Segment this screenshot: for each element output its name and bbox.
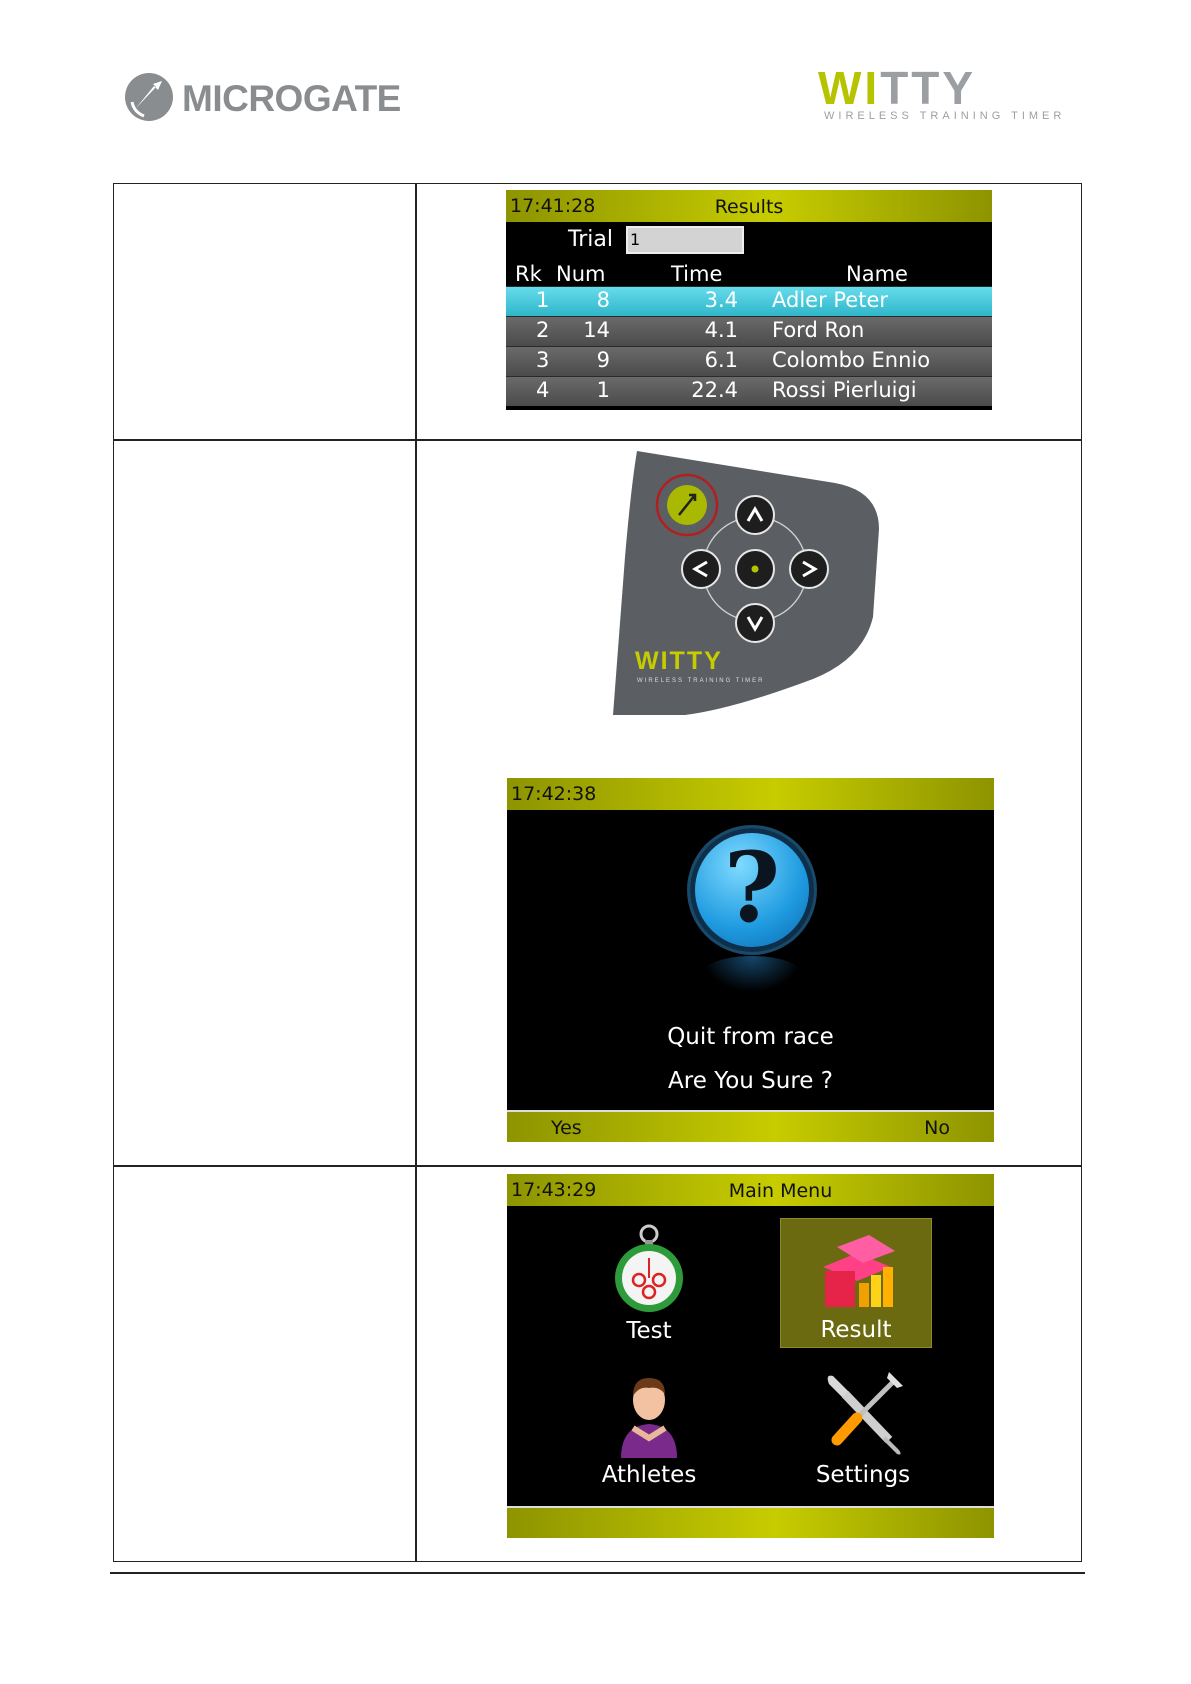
row-num: 14 [583,318,610,342]
trial-input[interactable]: 1 [626,226,744,254]
results-topbar [506,190,992,222]
menu-item-result[interactable] [780,1218,932,1348]
keypad-brand-subtitle: WIRELESS TRAINING TIMER [637,678,765,684]
row-rank: 4 [536,378,550,402]
menu-item-label: Test [626,1318,672,1344]
row-rank: 3 [536,348,550,372]
stopwatch-icon [609,1222,689,1314]
results-title: Results [714,196,784,218]
col-header-num: Num [556,262,606,286]
up-button[interactable] [736,496,774,534]
center-dot-icon [752,566,759,573]
page-footer-rule [110,1572,1085,1574]
settings-tools-icon [823,1366,907,1458]
row-rank: 2 [536,318,550,342]
result-chart-icon [817,1223,901,1315]
col-header-time: Time [671,262,723,286]
row-time: 22.4 [691,378,738,402]
left-button[interactable] [682,550,720,588]
right-button[interactable] [790,550,828,588]
athlete-icon [609,1366,689,1458]
table-row[interactable] [506,316,992,346]
confirm-softkey-bar [507,1110,994,1142]
menu-item-settings[interactable] [787,1362,939,1492]
row-name: Rossi Pierluigi [772,378,917,402]
table-row[interactable] [506,286,992,316]
menu-item-label: Settings [815,1462,911,1488]
confirm-clock: 17:42:38 [511,783,597,805]
menu-item-label: Result [820,1317,892,1343]
menu-bottom-bar [507,1506,994,1538]
trial-label: Trial [568,227,613,252]
col-header-name: Name [846,262,908,286]
row-time: 4.1 [704,318,738,342]
menu-item-athletes[interactable] [573,1362,725,1492]
menu-item-label: Athletes [601,1462,697,1488]
row-name: Ford Ron [772,318,865,342]
col-header-rk: Rk [515,262,542,286]
row-num: 8 [596,288,610,312]
witty-logo-subtitle: WIRELESS TRAINING TIMER [824,110,1066,122]
menu-title: Main Menu [728,1180,833,1202]
witty-logo [818,62,1088,124]
row-time: 3.4 [704,288,738,312]
question-icon: ? [690,828,814,952]
down-button[interactable] [736,604,774,642]
table-row[interactable] [506,376,992,406]
table-row-divider [114,1165,1081,1167]
menu-topbar [507,1174,994,1206]
confirm-topbar [507,778,994,810]
row-time: 6.1 [704,348,738,372]
yes-button[interactable]: Yes [551,1117,582,1139]
table-row[interactable] [506,346,992,376]
main-menu-screen [507,1174,994,1538]
confirm-message-line2: Are You Sure ? [668,1068,833,1094]
keypad-brand: WITTY [635,647,723,675]
no-button[interactable]: No [924,1117,950,1139]
confirm-message-line1: Quit from race [667,1024,834,1050]
question-icon-reflection [702,956,802,992]
microgate-logo-mark [124,72,174,122]
row-num: 1 [596,378,610,402]
witty-keypad [613,447,879,715]
results-screen [506,190,992,410]
table-column-divider [415,184,417,1561]
microgate-logo [124,72,414,124]
menu-item-test[interactable] [573,1218,725,1348]
center-button[interactable] [736,550,774,588]
confirm-screen [507,778,994,1142]
witty-logo-text: WITTY [818,62,977,114]
results-clock: 17:41:28 [510,195,596,217]
menu-clock: 17:43:29 [511,1179,597,1201]
row-rank: 1 [536,288,550,312]
row-name: Adler Peter [772,288,889,312]
microgate-logo-text: MICROGATE [182,78,401,119]
table-row-divider [114,439,1081,441]
row-name: Colombo Ennio [772,348,931,372]
row-num: 9 [596,348,610,372]
